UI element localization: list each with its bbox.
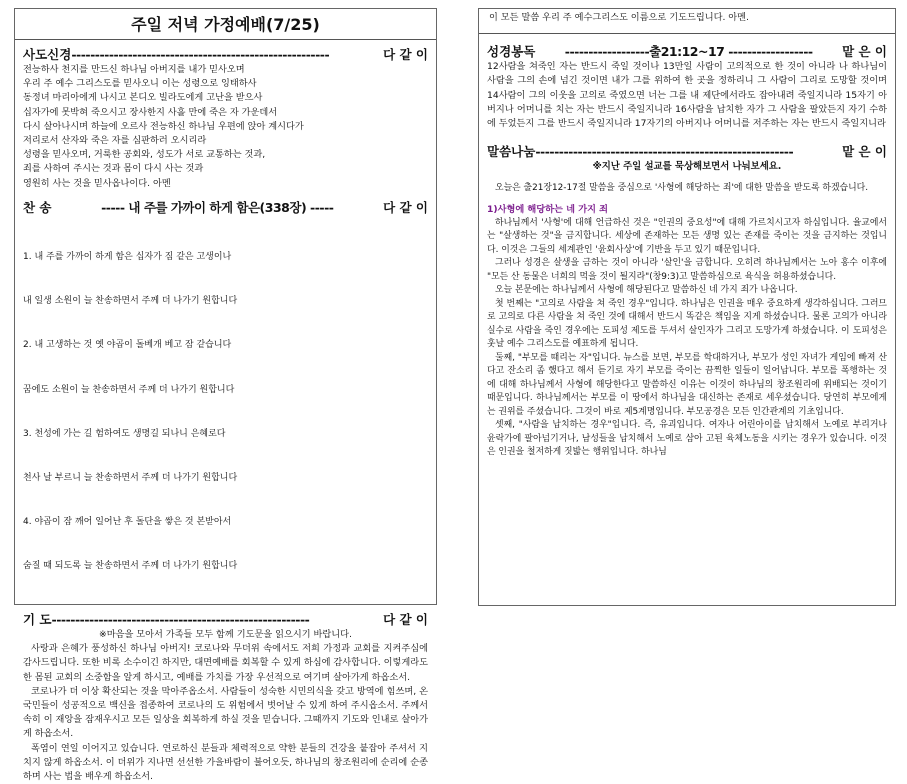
- sharing-intro: 오늘은 출21장12-17절 말씀을 중심으로 '사형에 해당하는 죄'에 대한 말씀을 받도록 하겠습니다.: [495, 183, 869, 194]
- creed-name: 사도신경: [23, 47, 72, 62]
- prayer-paragraph: 폭염이 연일 이어지고 있습니다. 연로하신 분들과 체력적으로 약한 분들의 건강을 붙잡아 주셔서 지치지 않게 하옵소서. 이 더위가 지나면 선선한 가을바람이 불어오듯, 하나님의 창조원리에 순리에 순종하며 사는 법을 배우게 하옵소서.: [23, 742, 428, 782]
- hymn-line: 숨질 때 되도록 늘 찬송하면서 주께 더 나가기 원합니다: [23, 561, 238, 571]
- hymn-lyrics: [23, 221, 428, 603]
- left-bulletin-page: [14, 8, 437, 782]
- creed-line: 저리로서 산자와 죽은 자를 심판하러 오시리라: [23, 135, 207, 147]
- page-title: 주일 저녁 가정예배(7/25): [15, 13, 436, 40]
- sharing-dashes: -------------------------------------------------------: [535, 144, 794, 160]
- hymn-line: 내 일생 소원이 늘 찬송하면서 주께 더 나가기 원합니다: [23, 296, 238, 307]
- prayer-note: ※마음을 모아서 가족들 모두 함께 기도문을 읽으시기 바랍니다.: [99, 629, 352, 641]
- sermon-subheading: 1)사형에 해당하는 네 가지 죄: [487, 203, 609, 215]
- sermon-paragraph: 오늘 본문에는 하나님께서 사형에 해당된다고 말씀하신 네 가지 죄가 나옵니다.: [495, 285, 798, 296]
- prayer-paragraph: 코로나가 더 이상 확산되는 것을 막아주옵소서. 사람들이 성숙한 시민의식을 갖고 방역에 힘쓰며, 온 국민들이 성공적으로 백신을 접종하여 코로나의 도 위험에서 벗어날 수 있게 하여 주시옵소서. 주께서 속히 이 재앙을 잠재우시고 모든 일상을 회복하게 하실 것을 믿습니다. 그때까지 기도와 인내로 살아가게 하옵소서.: [23, 685, 428, 740]
- right-bulletin-page: [478, 8, 896, 606]
- sharing-header: [487, 143, 887, 160]
- sermon-paragraph: 셋째, "사람을 납치하는 경우"입니다. 즉, 유괴입니다. 여자나 어린아이를 납치해서 노예로 부리거나 윤락가에 팔아넘기거나, 남성들을 납치해서 노예로 삼아 고된 육체노동을 시키는 경우가 있습니다. 이것은 인권을 철저하게 짓밟는 행위입니다. 하나님: [487, 420, 887, 458]
- hymn-line: 천사 날 부르니 늘 찬송하면서 주께 더 나가기 원합니다: [23, 472, 238, 483]
- sharing-name: 말씀나눔: [487, 144, 536, 160]
- creed-line: 다시 살아나시며 하늘에 오르사 전능하신 하나님 우편에 앉아 계시다가: [23, 120, 304, 132]
- hymn-header: [23, 199, 428, 216]
- hymn-leader: 다 같 이: [383, 199, 428, 215]
- creed-line: 전능하사 천지를 만드신 하나님 아버지를 내가 믿사오며: [23, 64, 245, 75]
- scripture-name: 성경봉독: [487, 44, 536, 59]
- scripture-reader: 맡 은 이: [842, 44, 887, 59]
- creed-line: 동정녀 마리아에게 나시고 본디오 빌라도에게 고난을 받으사: [23, 92, 263, 104]
- hymn-line: 2. 내 고생하는 것 옛 야곱이 돌베개 베고 잠 같습니다: [23, 340, 232, 351]
- creed-line: 죄를 사하여 주시는 것과 몸이 다시 사는 것과: [23, 163, 204, 175]
- hymn-line: 1. 내 주를 가까이 하게 함은 십자가 짐 같은 고생이나: [23, 252, 232, 263]
- sermon-paragraph: 그러나 성경은 살생을 금하는 것이 아니라 '살인'을 금합니다. 오히려 하나님께서는 노아 홍수 이후에 "모든 산 동물은 너희의 먹을 것이 될지라"(창9:3)고 말씀하심으로 육식을 허용하셨습니다.: [487, 258, 887, 282]
- hymn-title: ----- 내 주를 가까이 하게 함은(338장) -----: [101, 199, 334, 215]
- scripture-reference: ------------------출21:12~17 ------------------: [564, 44, 813, 59]
- hymn-line: 4. 야곱이 잠 깨어 일어난 후 돌단을 쌓은 것 본받아서: [23, 516, 232, 527]
- closing-prayer-line: 이 모든 말씀 우리 주 예수그리스도 이름으로 기도드립니다. 아멘.: [479, 9, 895, 34]
- sharing-note: ※지난 주일 설교를 묵상해보면서 나눠보세요.: [592, 161, 782, 173]
- prayer-leader: 다 같 이: [383, 612, 428, 628]
- hymn-line: 3. 천성에 가는 길 험하여도 생명길 되나니 은혜로다: [23, 428, 226, 439]
- prayer-name: 기 도: [23, 612, 52, 628]
- creed-text: [23, 63, 428, 191]
- creed-line: 성령을 믿사오며, 거룩한 공회와, 성도가 서로 교통하는 것과,: [23, 149, 266, 161]
- creed-header: [23, 46, 428, 63]
- sermon-paragraph: 하나님께서 '사형'에 대해 언급하신 것은 "인권의 중요성"에 대해 가르치시고자 하심입니다. 율교에서는 "살생하는 것"을 금지합니다. 세상에 존재하는 모든 생명 있는 존재를 죽이는 것을 금지하는 것입니다. 이것은 그들의 세계관인 '윤회사상'에 기반을 두고 있기 때문입니다.: [487, 217, 887, 255]
- creed-line: 영원히 사는 것을 믿사옵나이다. 아멘: [23, 177, 171, 189]
- scripture-header: [487, 43, 887, 60]
- sharing-leader: 맡 은 이: [842, 144, 887, 160]
- creed-dashes: -------------------------------------------------------: [71, 47, 330, 62]
- creed-line: 우리 주 예수 그리스도를 믿사오니 이는 성령으로 잉태하사: [23, 78, 257, 90]
- creed-leader: 다 같 이: [383, 47, 428, 62]
- prayer-dashes: -------------------------------------------------------: [51, 612, 310, 628]
- scripture-text: 12사람을 쳐죽인 자는 반드시 죽일 것이나 13만일 사람이 고의적으로 한 것이 아니라 나 하나님이 사람을 그의 손에 넘긴 것이면 내가 그를 위하여 한 곳을 정하리니 그 사람이 그리로 도망할 것이며 14사람이 그의 이웃을 고의로 죽였으면 너는 그를 내 제단에서라도 잡아내려 죽일지니라 15자기 아버지나 어머니를 치는 자는 반드시 죽일지니라 16사람을 납치한 자가 그 사람을 팔았든지 자기 수하에 두었든지 그를 반드시 죽일지니라 17자기의 아버지나 어머니를 저주하는 자는 반드시 죽일지니라: [487, 61, 887, 130]
- sermon-paragraph: 첫 번째는 "고의로 사람을 쳐 죽인 경우"입니다. 하나님은 인권을 매우 중요하게 생각하십니다. 그러므로 고의로 다른 사람을 쳐 죽인 것에 대해서 반드시 똑같은 책임을 지게 하셨습니다. 물론 고의가 아니라 실수로 사람을 죽인 경우에는 도피성 제도를 두셔서 살인자가 그리고 도망가게 하셨습니다. 이 도피성은 훗날 예수 그리스도를 예표하게 됩니다.: [487, 298, 887, 350]
- prayer-paragraph: 사랑과 은혜가 풍성하신 하나님 아버지! 코로나와 무더위 속에서도 저희 가정과 교회를 지켜주심에 감사드립니다. 또한 비록 소수이긴 하지만, 대면예배를 회복할 수 있게 하심에 감사합니다. 이렇게라도 한 몸된 교회의 소중함을 알게 하시고, 예배를 가치를 가장 우선적으로 여기며 살아가게 하옵소서.: [23, 643, 428, 683]
- creed-line: 십자가에 못박혀 죽으시고 장사한지 사흘 만에 죽은 자 가운데서: [23, 106, 278, 118]
- prayer-header: [23, 611, 428, 628]
- sermon-paragraph: 둘째, "부모를 때리는 자"입니다. 뉴스를 보면, 부모를 학대하거나, 부모가 성인 자녀가 게임에 빠져 산다고 잔소리 좀 했다고 해서 듣기로 자기 부모를 죽이는 끔찍한 일들이 일어납니다. 부모를 폭행하는 것에 대해 하나님께서 사형에 해당한다고 말씀하신 이유는 이것이 하나님의 창조원리에 위배되는 것이기 때문입니다. 하나님께서는 부모를 이 땅에서 하나님을 대신하는 존재로 세우셨습니다. 당연히 부모에게는 권위를 주셨습니다. 그것이 바로 제5계명입니다. 부모공경은 모든 인간관계의 기초입니다.: [487, 352, 887, 417]
- hymn-line: 꿈에도 소원이 늘 찬송하면서 주께 더 나가기 원합니다: [23, 384, 235, 395]
- hymn-name: 찬 송: [23, 199, 52, 215]
